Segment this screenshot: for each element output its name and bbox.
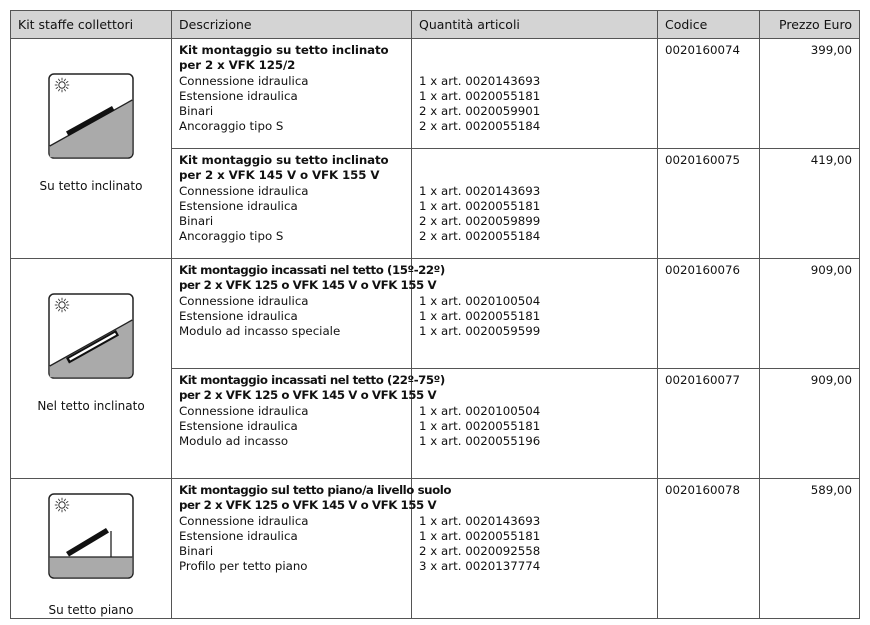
kit-component: Binari	[179, 544, 214, 559]
table-row	[11, 479, 860, 619]
kit-title: Kit montaggio su tetto inclinato	[179, 43, 389, 57]
kit-title: Kit montaggio incassati nel tetto (15º-22º)	[179, 263, 445, 277]
header-description: Descrizione	[172, 11, 412, 39]
description-cell	[172, 259, 445, 369]
kit-component: Estensione idraulica	[179, 528, 298, 543]
kit-component: Ancoraggio tipo S	[179, 229, 284, 244]
article-quantity: 2 x art. 0020055184	[419, 229, 541, 244]
kit-component: Connessione idraulica	[179, 183, 309, 198]
kit-component: Modulo ad incasso	[179, 434, 289, 449]
header-code: Codice	[658, 11, 760, 39]
price-cell: 419,00	[760, 149, 860, 259]
article-quantity: 1 x art. 0020055181	[419, 88, 541, 103]
kit-component: Modulo ad incasso speciale	[179, 324, 341, 339]
article-quantity: 1 x art. 0020143693	[419, 183, 541, 198]
article-quantity: 1 x art. 0020055196	[419, 434, 541, 449]
table-row	[11, 259, 860, 369]
kit-component: Connessione idraulica	[179, 403, 309, 418]
article-quantity: 1 x art. 0020143693	[419, 73, 541, 88]
article-quantity: 1 x art. 0020055181	[419, 528, 541, 543]
article-quantity: 1 x art. 0020100504	[419, 293, 541, 308]
kit-component: Connessione idraulica	[179, 293, 309, 308]
quantity-cell	[412, 369, 658, 479]
kit-title: per 2 x VFK 145 V o VFK 155 V	[179, 168, 380, 183]
kit-component: Binari	[179, 104, 214, 119]
kit-component: Estensione idraulica	[179, 308, 298, 323]
flat-roof-icon	[48, 493, 134, 579]
pitched-roof-on-top-icon	[48, 73, 134, 159]
article-quantity: 3 x art. 0020137774	[419, 559, 541, 574]
code-cell: 0020160074	[658, 39, 760, 149]
price-cell: 589,00	[760, 479, 860, 619]
code-cell: 0020160076	[658, 259, 760, 369]
pitched-roof-in-roof-icon	[48, 293, 134, 379]
kit-title: per 2 x VFK 125 o VFK 145 V o VFK 155 V	[179, 388, 437, 403]
kit-title: Kit montaggio incassati nel tetto (22º-75º)	[179, 373, 445, 387]
article-quantity: 2 x art. 0020059901	[419, 104, 541, 119]
article-quantity: 2 x art. 0020055184	[419, 119, 541, 134]
kit-component: Connessione idraulica	[179, 513, 309, 528]
kit-table	[10, 10, 860, 619]
quantity-cell	[412, 479, 658, 619]
description-cell	[172, 149, 412, 259]
article-quantity: 2 x art. 0020092558	[419, 544, 541, 559]
kit-component: Estensione idraulica	[179, 198, 298, 213]
article-quantity: 1 x art. 0020100504	[419, 403, 541, 418]
kit-component: Connessione idraulica	[179, 73, 309, 88]
article-quantity: 1 x art. 0020055181	[419, 418, 541, 433]
code-cell: 0020160078	[658, 479, 760, 619]
price-cell: 909,00	[760, 369, 860, 479]
category-label: Su tetto inclinato	[39, 179, 143, 193]
code-cell: 0020160077	[658, 369, 760, 479]
price-cell: 399,00	[760, 39, 860, 149]
kit-title: Kit montaggio sul tetto piano/a livello suolo	[179, 483, 451, 497]
description-cell	[172, 39, 412, 149]
category-label: Su tetto piano	[48, 603, 134, 617]
code-cell: 0020160075	[658, 149, 760, 259]
kit-title: Kit montaggio su tetto inclinato	[179, 153, 389, 167]
kit-title: per 2 x VFK 125 o VFK 145 V o VFK 155 V	[179, 498, 437, 513]
header-row	[11, 11, 860, 39]
article-quantity: 1 x art. 0020055181	[419, 198, 541, 213]
table-row	[11, 39, 860, 149]
header-kit: Kit staffe collettori	[11, 11, 172, 39]
kit-title: per 2 x VFK 125/2	[179, 58, 296, 73]
kit-component: Binari	[179, 214, 214, 229]
quantity-cell	[412, 259, 658, 369]
category-cell	[11, 479, 172, 619]
kit-component: Estensione idraulica	[179, 418, 298, 433]
category-cell	[11, 259, 172, 479]
description-cell	[172, 369, 445, 479]
header-quantity: Quantità articoli	[412, 11, 658, 39]
kit-component: Profilo per tetto piano	[179, 559, 308, 574]
price-cell: 909,00	[760, 259, 860, 369]
kit-component: Estensione idraulica	[179, 88, 298, 103]
description-cell	[172, 479, 451, 619]
article-quantity: 1 x art. 0020059599	[419, 324, 541, 339]
kit-title: per 2 x VFK 125 o VFK 145 V o VFK 155 V	[179, 278, 437, 293]
quantity-cell	[412, 149, 658, 259]
category-label: Nel tetto inclinato	[37, 399, 145, 413]
article-quantity: 1 x art. 0020055181	[419, 308, 541, 323]
article-quantity: 1 x art. 0020143693	[419, 513, 541, 528]
kit-component: Ancoraggio tipo S	[179, 119, 284, 134]
quantity-cell	[412, 39, 658, 149]
category-cell	[11, 39, 172, 259]
header-price: Prezzo Euro	[760, 11, 860, 39]
article-quantity: 2 x art. 0020059899	[419, 214, 541, 229]
